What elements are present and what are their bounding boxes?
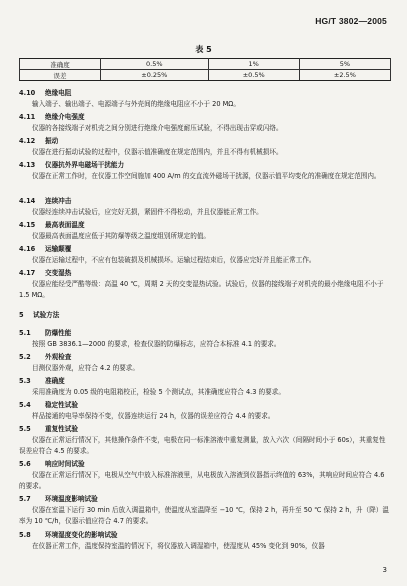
table-cell: 误差 [20,70,101,81]
section-title: 稳定性试验 [45,401,78,409]
section-body: 仪器最高表面温度应低于其防爆等级之温度组别所规定的值。 [32,232,211,240]
section-title: 环境温度影响试验 [45,495,98,503]
table-cell: 0.5% [101,59,209,70]
section-title: 仪器抗外界电磁场干扰能力 [45,161,125,169]
section-title: 防爆性能 [45,329,72,337]
section-body: 采用准确度为 0.05 级的电阻箱校正，检验 5 个测试点，其准确度应符合 4.3 的要求。 [32,388,285,396]
section-title: 运输颠覆 [45,245,72,253]
section-title: 外观检查 [45,353,72,361]
section-5-8 [19,530,391,552]
section-title: 绝缘介电强度 [45,113,85,121]
section-body: 仪器在正常工作时，在仪器工作空间施加 400 A/m 的交直流外磁场干扰源，仪器示值平均变化的准确度在规定范围内。 [32,172,381,180]
chapter-title: 试验方法 [33,311,60,319]
table-caption: 表 5 [195,45,212,54]
table-5 [19,58,391,81]
section-number: 5.5 [19,425,31,433]
section-number: 4.11 [19,113,36,121]
table-cell: ±2.5% [299,70,390,81]
section-5-4 [19,400,391,422]
section-number: 5.6 [19,460,31,468]
table-row [20,59,391,70]
standard-code-header: HG/T 3802—2005 [315,16,387,26]
section-body: 在仪器正常工作，温度保持室温的情况下，将仪器放入调湿箱中，使湿度从 45% 变化到 90%，仪器 [32,542,325,550]
section-body: 按照 GB 3836.1—2000 的要求，检查仪器的防爆标志，应符合本标准 4.1 的要求。 [32,340,281,348]
section-title: 绝缘电阻 [45,89,72,97]
section-title: 响应时间试验 [45,460,85,468]
section-number: 4.13 [19,161,36,169]
section-4-16 [19,244,391,266]
table-cell: 1% [208,59,299,70]
section-number: 4.16 [19,245,36,253]
section-body: 仪器在运输过程中，不应有包装破损及机械损坏。运输过程结束后，仪器应完好并且能正常工作。 [32,256,316,264]
section-number: 5.4 [19,401,31,409]
section-number: 5.8 [19,531,31,539]
chapter-number: 5 [19,311,24,319]
section-title: 环境湿度变化的影响试验 [45,531,118,539]
section-4-12 [19,136,391,158]
section-number: 5.3 [19,377,31,385]
section-body: 样品接通的电导率保持不变，仪器连续运行 24 h，仪器的误差应符合 4.4 的要求。 [32,412,275,420]
section-4-14 [19,196,391,218]
section-title: 连续冲击 [45,197,72,205]
section-title: 交变湿热 [45,269,72,277]
section-5-1 [19,328,391,350]
table-cell: 5% [299,59,390,70]
section-body: 仪器在室温下运行 30 min 后放入调温箱中，使温度从室温降至 −10 ℃，保持 2 h，再升至 50 ℃ 保持 2 h，升（降）温率为 10 ℃/h，仪器示值应符合 4.7 的要求。 [19,506,389,525]
section-4-11 [19,112,391,134]
section-number: 4.14 [19,197,36,205]
section-number: 5.2 [19,353,31,361]
table-cell: ±0.5% [208,70,299,81]
section-4-15 [19,220,391,242]
section-number: 4.12 [19,137,36,145]
section-body: 输入端子、输出端子、电源端子与外壳间的绝缘电阻应不小于 20 MΩ。 [32,100,240,108]
section-body: 仪器应能经受严酷等级：高温 40 ℃，周期 2 天的交变湿热试验。试验后，仪器的接线端子对机壳的最小绝缘电阻不小于 1.5 MΩ。 [19,280,384,299]
section-number: 5.1 [19,329,31,337]
section-number: 4.10 [19,89,36,97]
section-number: 4.15 [19,221,36,229]
section-body: 仪器经连续冲击试验后，应完好无损，紧固件不得松动，并且仪器能正常工作。 [32,208,263,216]
section-body: 仪器在进行振动试验的过程中，仪器示值准确度在规定范围内，并且不得有机械损坏。 [32,148,283,156]
section-title: 最高表面温度 [45,221,85,229]
section-number: 5.7 [19,495,31,503]
table-cell: 准确度 [20,59,101,70]
section-title: 重复性试验 [45,425,78,433]
section-4-10 [19,88,391,110]
section-5-5 [19,424,391,457]
section-5-6 [19,459,391,492]
section-5-2 [19,352,391,374]
table-row [20,70,391,81]
section-body: 仪器在正常运行情况下，其他操作条件不变，电极在同一标准溶液中重复测量，放入六次（间隔时间小于 60s），其重复性误差应符合 4.5 的要求。 [19,436,386,455]
table-cell: ±0.25% [101,70,209,81]
section-body: 仪器的各接线端子对机壳之间分别进行绝缘介电强度耐压试验，不得出现击穿或闪络。 [32,124,283,132]
section-body: 仪器在正常运行情况下，电极从空气中放入标准溶液里，从电极放入溶液到仪器指示终值的 63%，其响应时间应符合 4.6 的要求。 [19,471,385,490]
section-title: 振动 [45,137,59,145]
section-5-3 [19,376,391,398]
section-4-17 [19,268,391,301]
section-number: 4.17 [19,269,36,277]
chapter-heading [19,310,391,321]
section-5-7 [19,494,391,527]
page-number: 3 [382,566,387,574]
section-body: 目测仪器外观，应符合 4.2 的要求。 [32,364,139,372]
section-4-13 [19,160,391,182]
section-title: 准确度 [45,377,65,385]
